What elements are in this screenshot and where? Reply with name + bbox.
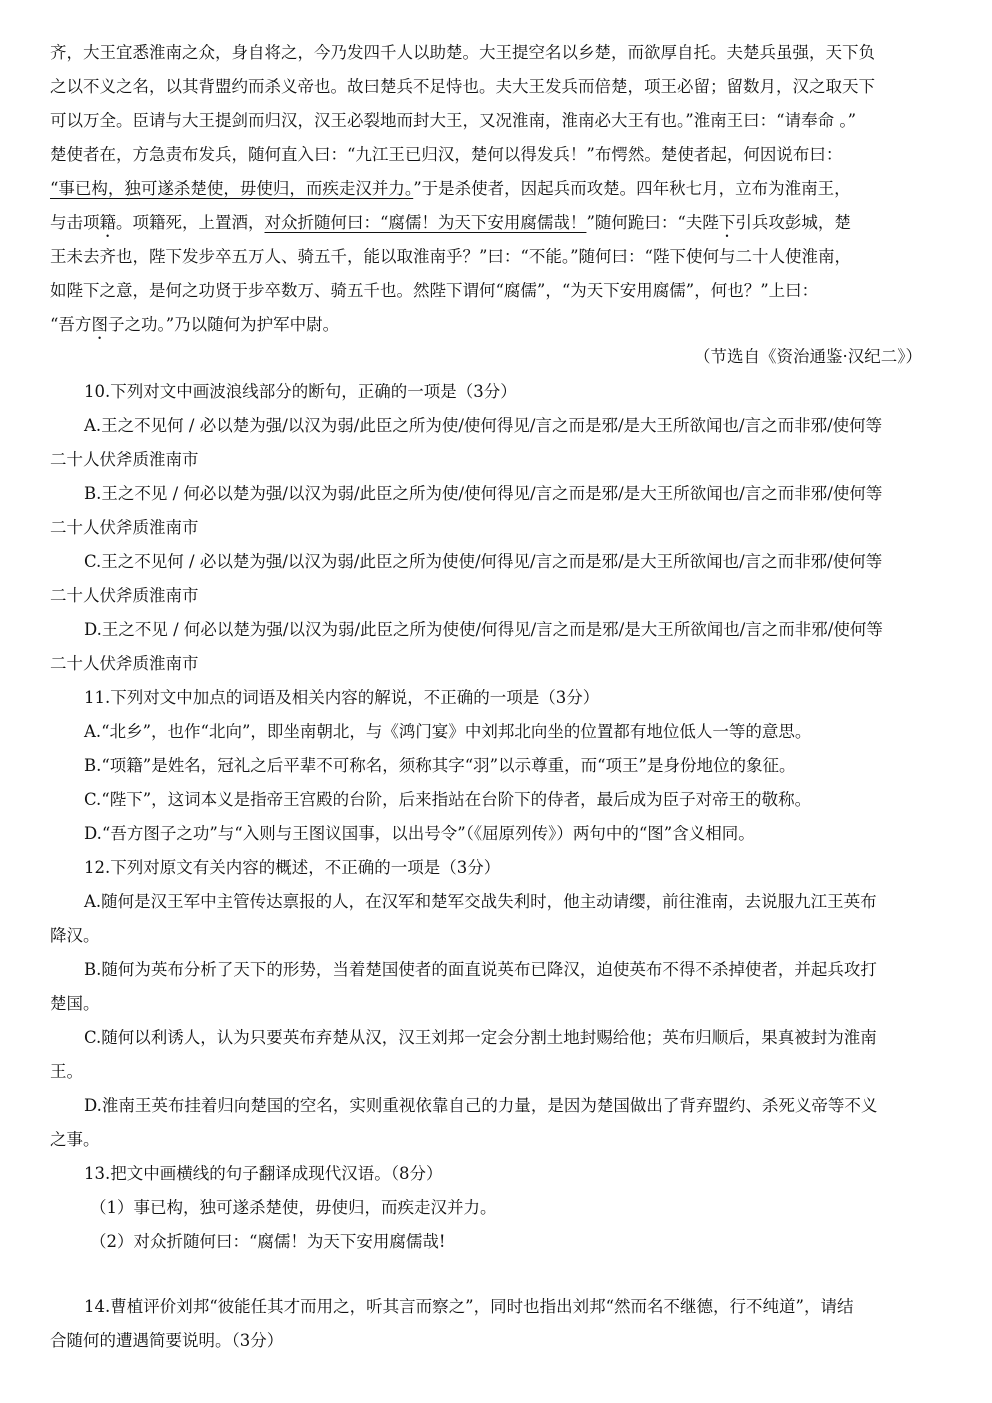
passage-line-5: “事已构，独可遂杀楚使，毋使归，而疾走汉并力。”于是杀使者，因起兵而攻楚。四年秋七月，立布为淮南王，	[50, 179, 851, 198]
q11-option-a: A.“北乡”，也作“北向”，即坐南朝北，与《鸿门宴》中刘邦北向坐的位置都有地位低人一等的意思。	[84, 722, 812, 741]
underlined-sentence-2: 对众折随何曰：“腐儒！为天下安用腐儒哉！	[264, 213, 587, 232]
passage-line-6: 与击项籍。项籍死，上置酒，对众折随何曰：“腐儒！为天下安用腐儒哉！”随何跪曰：“夫陛下引兵攻彭城，楚	[50, 213, 851, 232]
q14-stem-cont: 合随何的遭遇简要说明。（3分）	[50, 1331, 284, 1350]
q12-option-a-cont: 降汉。	[50, 926, 100, 945]
passage-source: （节选自《资治通鉴·汉纪二》）	[694, 347, 922, 366]
q10-option-a: A.王之不见何 / 必以楚为强/以汉为弱/此臣之所为使/使何得见/言之而是邪/是大王所欲闻也/言之而非邪/使何等	[84, 416, 883, 435]
passage-line-3: 可以万全。臣请与大王提剑而归汉，汉王必裂地而封大王，又况淮南，淮南必大王有也。”淮南王曰：“请奉命 。”	[50, 111, 857, 130]
q11-option-c: C.“陛下”，这词本义是指帝王宫殿的台阶，后来指站在台阶下的侍者，最后成为臣子对帝王的敬称。	[84, 790, 812, 809]
q13-item-1: （1）事已构，独可遂杀楚使，毋使归，而疾走汉并力。	[90, 1198, 497, 1217]
q13-item-2: （2）对众折随何曰：“腐儒！为天下安用腐儒哉!	[90, 1232, 446, 1251]
q10-option-b-cont: 二十人伏斧质淮南市	[50, 518, 199, 537]
q12-option-c: C.随何以利诱人，认为只要英布弃楚从汉，汉王刘邦一定会分割土地封赐给他；英布归顺后，果真被封为淮南	[84, 1028, 877, 1047]
q13-stem: 13.把文中画横线的句子翻译成现代汉语。（8分）	[84, 1164, 443, 1183]
q12-option-b-cont: 楚国。	[50, 994, 100, 1013]
q10-option-d-cont: 二十人伏斧质淮南市	[50, 654, 199, 673]
q10-option-d: D.王之不见 / 何必以楚为强/以汉为弱/此臣之所为使使/何得见/言之而是邪/是大王所欲闻也/言之而非邪/使何等	[84, 620, 883, 639]
passage-line-2: 之以不义之名，以其背盟约而杀义帝也。故曰楚兵不足恃也。夫大王发兵而倍楚，项王必留；留数月，汉之取天下	[50, 77, 875, 96]
q11-option-b: B.“项籍”是姓名，冠礼之后平辈不可称名，须称其字“羽”以示尊重，而“项王”是身份地位的象征。	[84, 756, 796, 775]
underlined-sentence-1: “事已构，独可遂杀楚使，毋使归，而疾走汉并力。	[50, 179, 414, 198]
passage-line-4: 楚使者在，方急责布发兵，随何直入曰：“九江王已归汉，楚何以得发兵！”布愕然。楚使者起，何因说布曰：	[50, 145, 843, 164]
passage-line-9: “吾方图子之功。”乃以随何为护军中尉。	[50, 315, 340, 334]
dotted-word: 图	[91, 315, 108, 334]
dotted-word: 下	[718, 213, 736, 232]
q12-option-d: D.淮南王英布挂着归向楚国的空名，实则重视依靠自己的力量，是因为楚国做出了背弃盟约、杀死义帝等不义	[84, 1096, 878, 1115]
passage-line-1: 齐，大王宜悉淮南之众，身自将之，今乃发四千人以助楚。大王提空名以乡楚，而欲厚自托。夫楚兵虽强，天下负	[50, 43, 875, 62]
q12-option-d-cont: 之事。	[50, 1130, 100, 1149]
q10-option-a-cont: 二十人伏斧质淮南市	[50, 450, 199, 469]
q14-stem: 14.曹植评价刘邦“彼能任其才而用之，听其言而察之”，同时也指出刘邦“然而名不继德，行不纯道”，请结	[84, 1297, 854, 1316]
q11-stem: 11.下列对文中加点的词语及相关内容的解说，不正确的一项是（3分）	[84, 688, 600, 707]
q10-option-c-cont: 二十人伏斧质淮南市	[50, 586, 199, 605]
passage-line-8: 如陛下之意，是何之功贤于步卒数万、骑五千也。然陛下谓何“腐儒”，“为天下安用腐儒”，何也？”上曰：	[50, 281, 819, 300]
q10-stem: 10.下列对文中画波浪线部分的断句，正确的一项是（3分）	[84, 382, 517, 401]
dotted-word: 籍	[99, 213, 116, 232]
q10-option-b: B.王之不见 / 何必以楚为强/以汉为弱/此臣之所为使/使何得见/言之而是邪/是大王所欲闻也/言之而非邪/使何等	[84, 484, 883, 503]
q12-stem: 12.下列对原文有关内容的概述，不正确的一项是（3分）	[84, 858, 501, 877]
q12-option-a: A.随何是汉王军中主管传达禀报的人，在汉军和楚军交战失利时，他主动请缨，前往淮南，去说服九江王英布	[84, 892, 877, 911]
passage-line-7: 王未去齐也，陛下发步卒五万人、骑五千，能以取淮南乎？”曰：“不能。”随何曰：“陛下使何与二十人使淮南，	[50, 247, 851, 266]
q10-option-c: C.王之不见何 / 必以楚为强/以汉为弱/此臣之所为使使/何得见/言之而是邪/是大王所欲闻也/言之而非邪/使何等	[84, 552, 883, 571]
q11-option-d: D.“吾方图子之功”与“入则与王图议国事，以出号令”（《屈原列传》）两句中的“图”含义相同。	[84, 824, 755, 843]
q12-option-b: B.随何为英布分析了天下的形势，当着楚国使者的面直说英布已降汉，迫使英布不得不杀掉使者，并起兵攻打	[84, 960, 877, 979]
q12-option-c-cont: 王。	[50, 1062, 83, 1081]
